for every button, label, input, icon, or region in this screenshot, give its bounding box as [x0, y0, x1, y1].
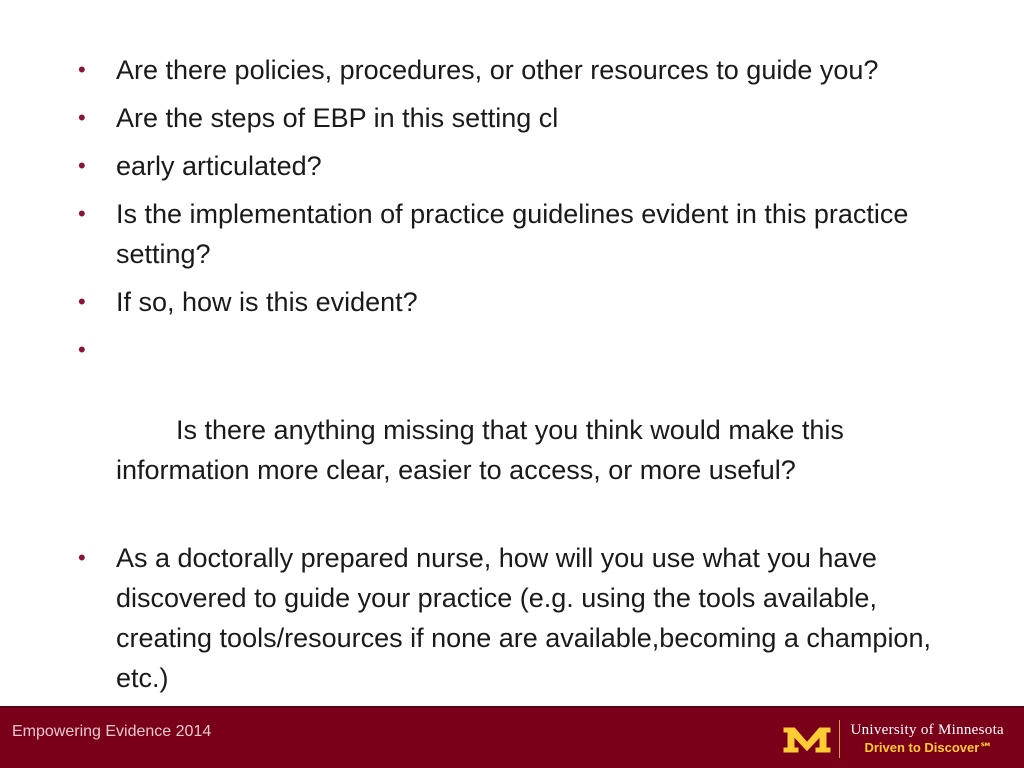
logo-tagline: Driven to Discover℠: [864, 740, 993, 755]
logo-divider: [839, 720, 840, 758]
bullet-icon: •: [78, 289, 86, 314]
bullet-icon: •: [78, 57, 86, 82]
bullet-item: [74, 538, 954, 698]
bullet-text: early articulated?: [116, 151, 322, 181]
bullet-icon: •: [78, 153, 86, 178]
bullet-item: [74, 146, 954, 186]
bullet-icon: •: [78, 105, 86, 130]
bullet-text: Is there anything missing that you think would make this information more clear, easier to access, or more useful?: [116, 415, 852, 485]
bullet-item: [74, 330, 954, 530]
bullet-icon: •: [78, 545, 86, 570]
block-m-logo-icon: [781, 721, 833, 757]
bullet-text: Is the implementation of practice guidelines evident in this practice setting?: [116, 199, 909, 269]
bullet-text: If so, how is this evident?: [116, 287, 418, 317]
slide-body: [74, 50, 954, 706]
bullet-item: [74, 194, 954, 274]
bullet-text: As a doctorally prepared nurse, how will you use what you have discovered to guide your practice (e.g. using the tools available, creating tools/resources if none are available,becoming a champion, etc.): [116, 543, 931, 693]
bullet-text: Are there policies, procedures, or other resources to guide you?: [116, 55, 879, 85]
university-logo: [781, 716, 1004, 762]
bullet-icon: •: [78, 201, 86, 226]
bullet-item: [74, 282, 954, 322]
logo-university-name: University of Minnesota: [850, 722, 1004, 738]
bullet-list: [74, 50, 954, 698]
logo-text: [850, 721, 1004, 757]
bullet-item: [74, 50, 954, 90]
bullet-item: [74, 98, 954, 138]
footer-caption: Empowering Evidence 2014: [12, 723, 212, 740]
bullet-icon: •: [78, 337, 86, 362]
bullet-text: Are the steps of EBP in this setting cl: [116, 103, 559, 133]
footer-bar: [0, 706, 1024, 768]
